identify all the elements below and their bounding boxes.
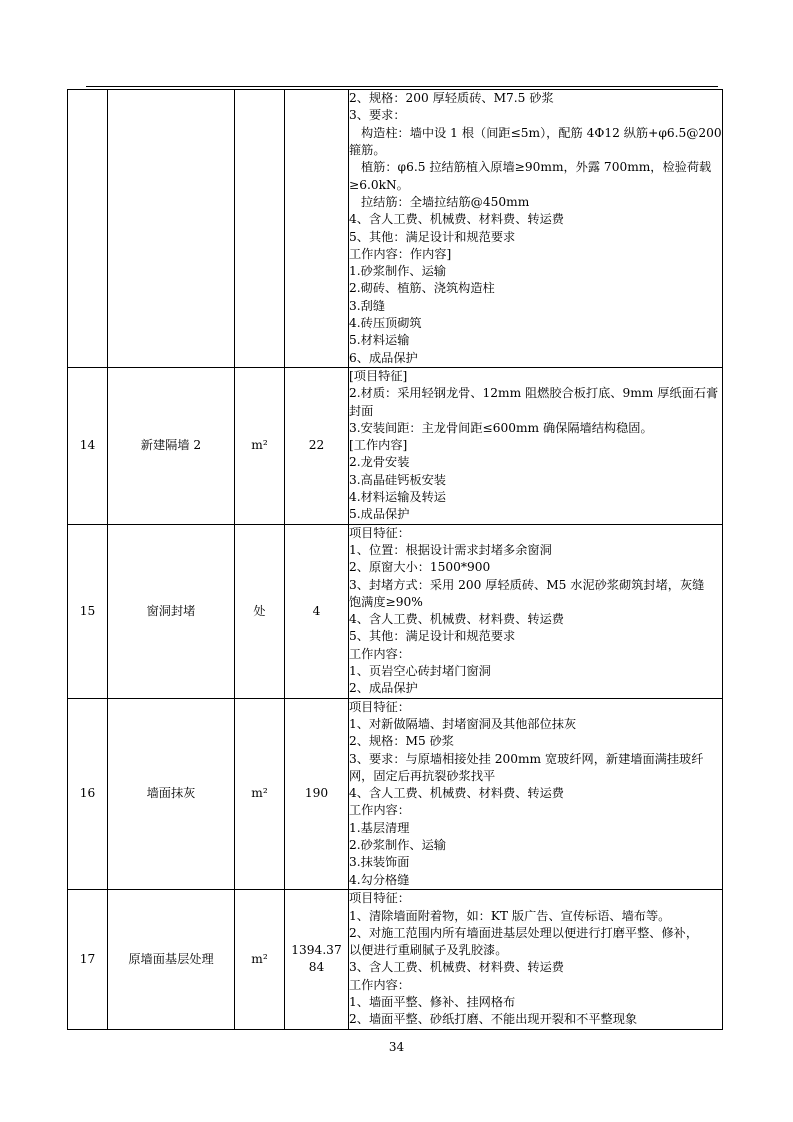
quantity-line: 190 bbox=[304, 786, 329, 801]
description-cell bbox=[349, 889, 723, 1029]
description-line: 封面 bbox=[349, 403, 374, 418]
unit-cell: m² bbox=[235, 698, 285, 889]
unit-cell: m² bbox=[235, 368, 285, 525]
description-line: 2、规格：M5 砂浆 bbox=[349, 734, 454, 749]
description-line: 饱满度≥90% bbox=[349, 594, 423, 609]
table-row bbox=[68, 368, 723, 525]
description-line: ≥6.0kN。 bbox=[349, 177, 409, 192]
item-name-cell bbox=[108, 90, 235, 368]
description-line: 1、墙面平整、修补、挂网格布 bbox=[349, 995, 516, 1010]
description-cell bbox=[349, 698, 723, 889]
description-line: 5.材料运输 bbox=[349, 333, 410, 348]
unit-cell bbox=[235, 90, 285, 368]
quantity-cell bbox=[285, 90, 349, 368]
table-row bbox=[68, 524, 723, 698]
item-number-cell: 16 bbox=[68, 698, 108, 889]
description-line: 4.砖压顶砌筑 bbox=[349, 315, 422, 330]
item-name-cell: 窗洞封堵 bbox=[108, 524, 235, 698]
description-line: 5、其他：满足设计和规范要求 bbox=[349, 629, 516, 644]
description-line: 6、成品保护 bbox=[349, 350, 418, 365]
description-line: 工作内容： bbox=[349, 977, 410, 992]
description-line: 3、含人工费、机械费、材料费、转运费 bbox=[349, 960, 564, 975]
description-line: 以便进行重刷腻子及乳胶漆。 bbox=[349, 943, 508, 958]
description-line: 项目特征： bbox=[349, 525, 410, 540]
description-line: 项目特征： bbox=[349, 699, 410, 714]
item-number-cell: 14 bbox=[68, 368, 108, 525]
table-row bbox=[68, 889, 723, 1029]
item-name-cell: 新建隔墙 2 bbox=[108, 368, 235, 525]
description-line: 2、原窗大小：1500*900 bbox=[349, 560, 491, 575]
quantity-cell bbox=[285, 368, 349, 525]
item-number-cell: 15 bbox=[68, 524, 108, 698]
description-line: 1、页岩空心砖封堵门窗洞 bbox=[349, 664, 491, 679]
description-line: 3、要求： bbox=[349, 108, 406, 123]
unit-cell: m² bbox=[235, 889, 285, 1029]
table-row bbox=[68, 698, 723, 889]
description-line: 1、位置：根据设计需求封堵多余窗洞 bbox=[349, 542, 552, 557]
page-number: 34 bbox=[388, 1040, 405, 1054]
description-line: 5、其他：满足设计和规范要求 bbox=[349, 229, 516, 244]
unit-cell: 处 bbox=[235, 524, 285, 698]
table-row bbox=[68, 90, 723, 368]
description-line: 2.材质：采用轻钢龙骨、12mm 阻燃胶合板打底、9mm 厚纸面石膏 bbox=[349, 386, 719, 401]
description-line: 4、含人工费、机械费、材料费、转运费 bbox=[349, 212, 564, 227]
description-line: 植筋：φ6.5 拉结筋植入原墙≥90mm，外露 700mm，检验荷载 bbox=[361, 160, 712, 175]
description-line: 2、规格：200 厚轻质砖、M7.5 砂浆 bbox=[349, 91, 554, 106]
description-cell bbox=[349, 90, 723, 368]
quantity-line: 4 bbox=[312, 603, 321, 618]
description-line: 工作内容： bbox=[349, 803, 410, 818]
description-line: 4、含人工费、机械费、材料费、转运费 bbox=[349, 786, 564, 801]
description-line: 3.安装间距：主龙骨间距≤600mm 确保隔墙结构稳固。 bbox=[349, 420, 653, 435]
description-line: 4.勾分格缝 bbox=[349, 872, 410, 887]
quantity-line: 84 bbox=[308, 960, 325, 975]
item-number-cell: 17 bbox=[68, 889, 108, 1029]
description-cell bbox=[349, 368, 723, 525]
description-line: 3、要求：与原墙相接处挂 200mm 宽玻纤网，新建墙面满挂玻纤 bbox=[349, 751, 704, 766]
description-line: 3.抹装饰面 bbox=[349, 855, 410, 870]
description-line: 4、含人工费、机械费、材料费、转运费 bbox=[349, 612, 564, 627]
description-line: 拉结筋：全墙拉结筋@450mm bbox=[361, 194, 530, 209]
quantity-cell bbox=[285, 698, 349, 889]
description-line: [工作内容] bbox=[349, 438, 408, 453]
description-line: 3.高晶硅钙板安装 bbox=[349, 472, 446, 487]
description-line: 2.砌砖、植筋、浇筑构造柱 bbox=[349, 281, 495, 296]
description-line: 2.砂浆制作、运输 bbox=[349, 838, 446, 853]
description-line: 2、对施工范围内所有墙面进基层处理以便进行打磨平整、修补， bbox=[349, 925, 699, 940]
description-line: 构造柱：墙中设 1 根（间距≤5m），配筋 4Φ12 纵筋+φ6.5@200 bbox=[361, 125, 722, 140]
bill-of-quantities-table bbox=[67, 89, 723, 1030]
description-line: [项目特征] bbox=[349, 369, 408, 383]
description-line: 网，固定后再抗裂砂浆找平 bbox=[349, 768, 496, 783]
quantity-cell bbox=[285, 524, 349, 698]
description-line: 工作内容： bbox=[349, 646, 410, 661]
description-line: 项目特征： bbox=[349, 891, 410, 906]
header-rule bbox=[86, 86, 718, 87]
description-line: 1、对新做隔墙、封堵窗洞及其他部位抹灰 bbox=[349, 716, 577, 731]
description-line: 4.材料运输及转运 bbox=[349, 490, 446, 505]
description-line: 3.刮缝 bbox=[349, 298, 386, 313]
item-name-cell: 原墙面基层处理 bbox=[108, 889, 235, 1029]
description-line: 2、成品保护 bbox=[349, 681, 418, 696]
quantity-line: 1394.37 bbox=[291, 943, 342, 958]
description-line: 2、墙面平整、砂纸打磨、不能出现开裂和不平整现象 bbox=[349, 1012, 638, 1027]
item-name-cell: 墙面抹灰 bbox=[108, 698, 235, 889]
description-line: 箍筋。 bbox=[349, 143, 386, 158]
description-line: 1、清除墙面附着物，如：KT 版广告、宣传标语、墙布等。 bbox=[349, 908, 671, 923]
quantity-cell bbox=[285, 889, 349, 1029]
item-number-cell bbox=[68, 90, 108, 368]
description-line: 3、封堵方式：采用 200 厚轻质砖、M5 水泥砂浆砌筑封堵，灰缝 bbox=[349, 577, 705, 592]
description-cell bbox=[349, 524, 723, 698]
description-line: 1.基层清理 bbox=[349, 820, 410, 835]
description-line: 5.成品保护 bbox=[349, 507, 410, 522]
description-line: 2.龙骨安装 bbox=[349, 455, 410, 470]
description-line: 工作内容：作内容] bbox=[349, 246, 452, 261]
quantity-line: 22 bbox=[308, 438, 325, 453]
description-line: 1.砂浆制作、运输 bbox=[349, 264, 446, 279]
